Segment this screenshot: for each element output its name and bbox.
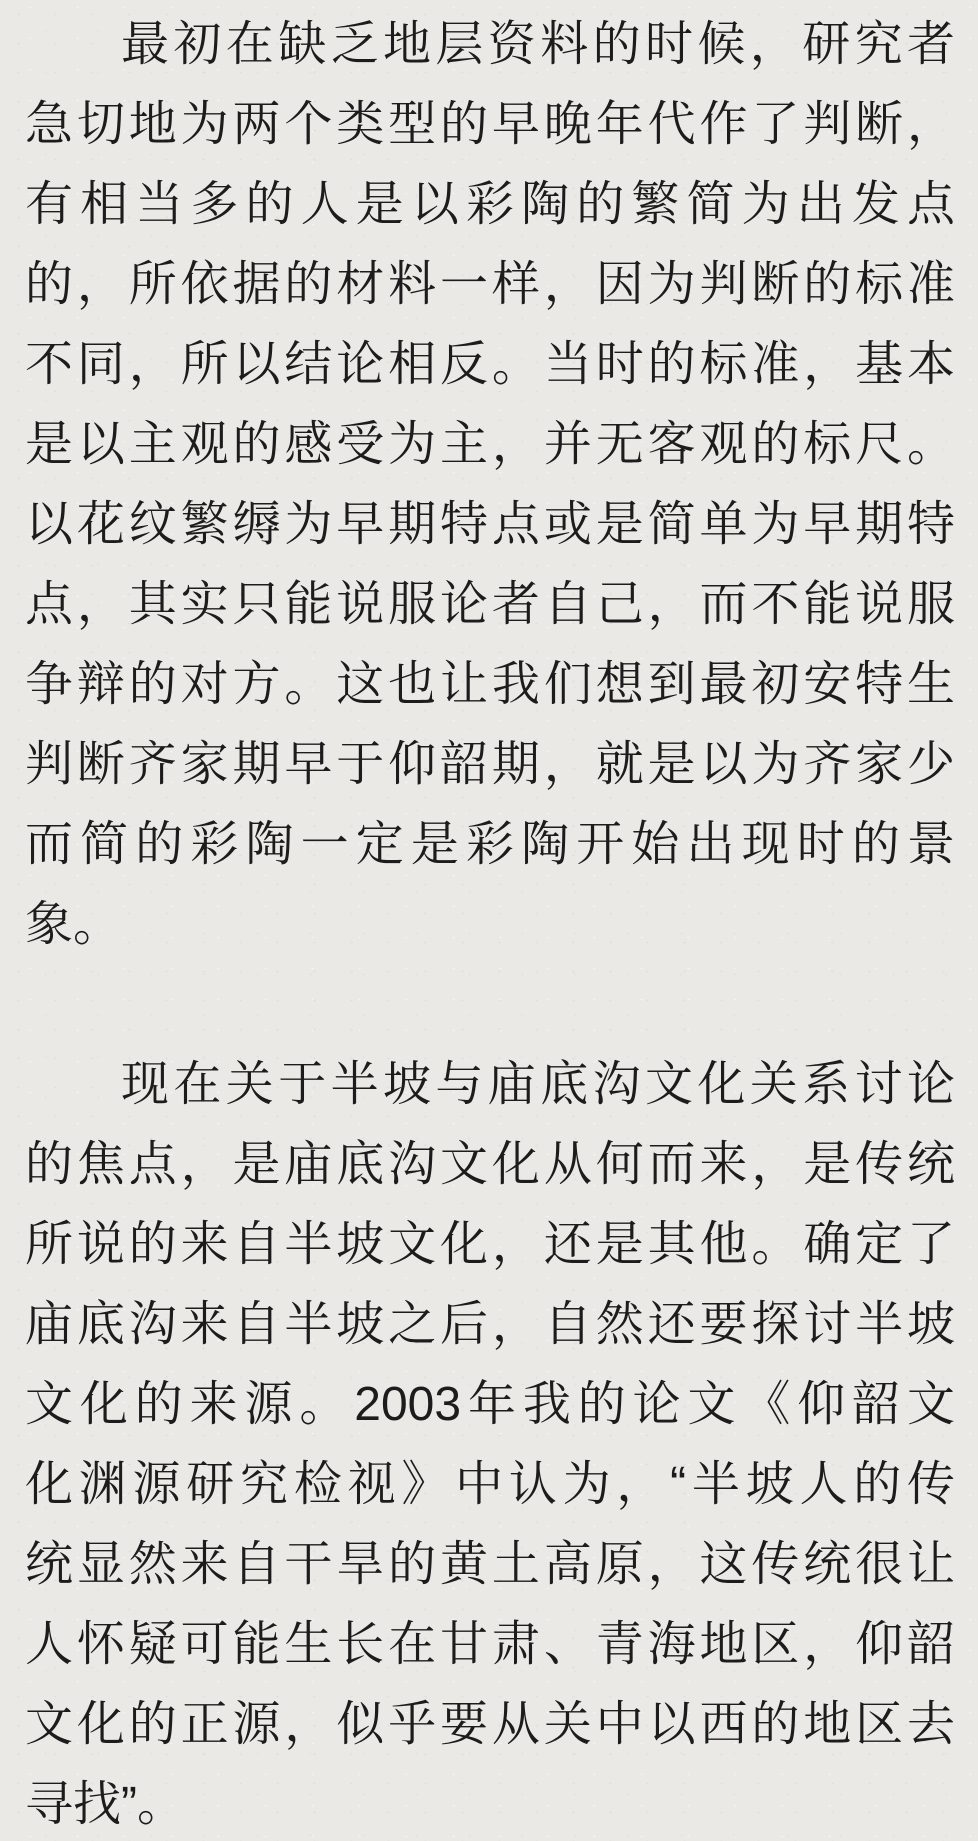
text-line: 争辩的对方。这也让我们想到最初安特生 — [25, 658, 955, 711]
text-line: 不同，所以结论相反。当时的标准，基本 — [25, 338, 955, 391]
text-line: 以花纹繁缛为早期特点或是简单为早期特 — [25, 498, 955, 551]
text-line: 的，所依据的材料一样，因为判断的标准 — [25, 258, 955, 311]
text-line: 化渊源研究检视》中认为，“半坡人的传 — [25, 1458, 955, 1511]
text-line: 寻找”。 — [25, 1778, 185, 1831]
text-line: 文化的正源，似乎要从关中以西的地区去 — [25, 1698, 955, 1751]
text-line: 是以主观的感受为主，并无客观的标尺。 — [25, 418, 955, 471]
text-line: 而简的彩陶一定是彩陶开始出现时的景 — [25, 818, 955, 871]
text-line: 统显然来自干旱的黄土高原，这传统很让 — [25, 1538, 955, 1591]
text-line: 文化的来源。2003年我的论文《仰韶文 — [25, 1378, 955, 1431]
text-line: 判断齐家期早于仰韶期，就是以为齐家少 — [25, 738, 955, 791]
text-line: 的焦点，是庙底沟文化从何而来，是传统 — [25, 1138, 955, 1191]
text-line: 现在关于半坡与庙底沟文化关系讨论 — [121, 1058, 955, 1111]
text-line: 点，其实只能说服论者自己，而不能说服 — [25, 578, 955, 631]
text-line: 人怀疑可能生长在甘肃、青海地区，仰韶 — [25, 1618, 955, 1671]
text-line: 庙底沟来自半坡之后，自然还要探讨半坡 — [25, 1298, 955, 1351]
text-line: 象。 — [25, 898, 122, 951]
text-line: 有相当多的人是以彩陶的繁简为出发点 — [25, 178, 955, 231]
paragraph-1 — [25, 5, 955, 965]
text-line: 急切地为两个类型的早晚年代作了判断， — [25, 98, 955, 151]
text-line: 所说的来自半坡文化，还是其他。确定了 — [25, 1218, 955, 1271]
text-line: 最初在缺乏地层资料的时候，研究者 — [121, 18, 955, 71]
paragraph-2 — [25, 1045, 955, 1841]
